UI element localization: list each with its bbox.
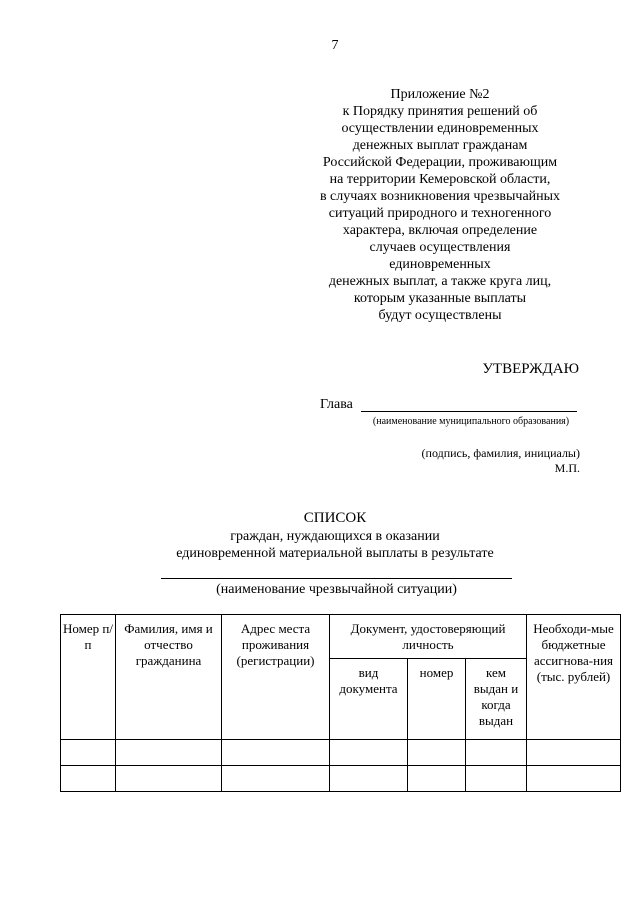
table-cell [61, 766, 116, 792]
header-document: Документ, удостоверяющий личность [330, 615, 527, 659]
appendix-line: будут осуществлены [378, 308, 502, 323]
list-title: СПИСОК [303, 510, 367, 526]
list-subtitle-line: граждан, нуждающихся в оказании [230, 529, 440, 544]
table-row [61, 766, 621, 792]
head-signature-line [361, 411, 577, 412]
header-address: Адрес места проживания (регистрации) [222, 615, 330, 740]
appendix-line: к Порядку принятия решений об [342, 104, 538, 119]
header-doc-type: вид документа [330, 659, 408, 740]
list-subtitle-line: единовременной материальной выплаты в результате [176, 546, 494, 561]
table-cell [330, 740, 408, 766]
table-cell [222, 740, 330, 766]
appendix-line: которым указанные выплаты [353, 291, 527, 306]
appendix-line: ситуаций природного и техногенного [328, 206, 552, 221]
appendix-line: в случаях возникновения чрезвычайных [319, 189, 561, 204]
appendix-line: характера, включая определение [342, 223, 538, 238]
header-doc-number: номер [408, 659, 466, 740]
citizens-table [60, 614, 621, 792]
table-row [61, 740, 621, 766]
appendix-line: осуществлении единовременных [341, 121, 539, 136]
signature-caption: (подпись, фамилия, инициалы) [421, 446, 580, 460]
approval-title: УТВЕРЖДАЮ [482, 361, 579, 377]
table-cell [527, 766, 621, 792]
table-cell [466, 740, 527, 766]
table-cell [527, 740, 621, 766]
table-header-row [61, 615, 621, 659]
appendix-line: случаев осуществления [369, 240, 511, 255]
table-cell [330, 766, 408, 792]
page-number: 7 [331, 38, 339, 53]
emergency-caption: (наименование чрезвычайной ситуации) [216, 582, 457, 597]
appendix-line: единовременных [389, 257, 491, 272]
header-number: Номер п/п [61, 615, 116, 740]
appendix-line: на территории Кемеровской области, [329, 172, 551, 187]
appendix-header [300, 86, 580, 324]
table-cell [466, 766, 527, 792]
table-cell [408, 766, 466, 792]
table-cell [116, 740, 222, 766]
table-cell [222, 766, 330, 792]
table-cell [116, 766, 222, 792]
table-cell [61, 740, 116, 766]
emergency-name-line [161, 578, 512, 579]
header-full-name: Фамилия, имя и отчество гражданина [116, 615, 222, 740]
appendix-line: Российской Федерации, проживающим [322, 155, 558, 170]
table-cell [408, 740, 466, 766]
municipality-caption: (наименование муниципального образования) [372, 416, 570, 427]
seal-caption: М.П. [554, 461, 580, 475]
appendix-line: Приложение №2 [390, 87, 490, 102]
head-label: Глава [320, 397, 353, 412]
header-budget: Необходи-мые бюджетные ассигнова-ния (тыс. рублей) [527, 615, 621, 740]
header-doc-issued: кем выдан и когда выдан [466, 659, 527, 740]
appendix-line: денежных выплат, а также круга лиц, [328, 274, 552, 289]
appendix-line: денежных выплат гражданам [352, 138, 528, 153]
